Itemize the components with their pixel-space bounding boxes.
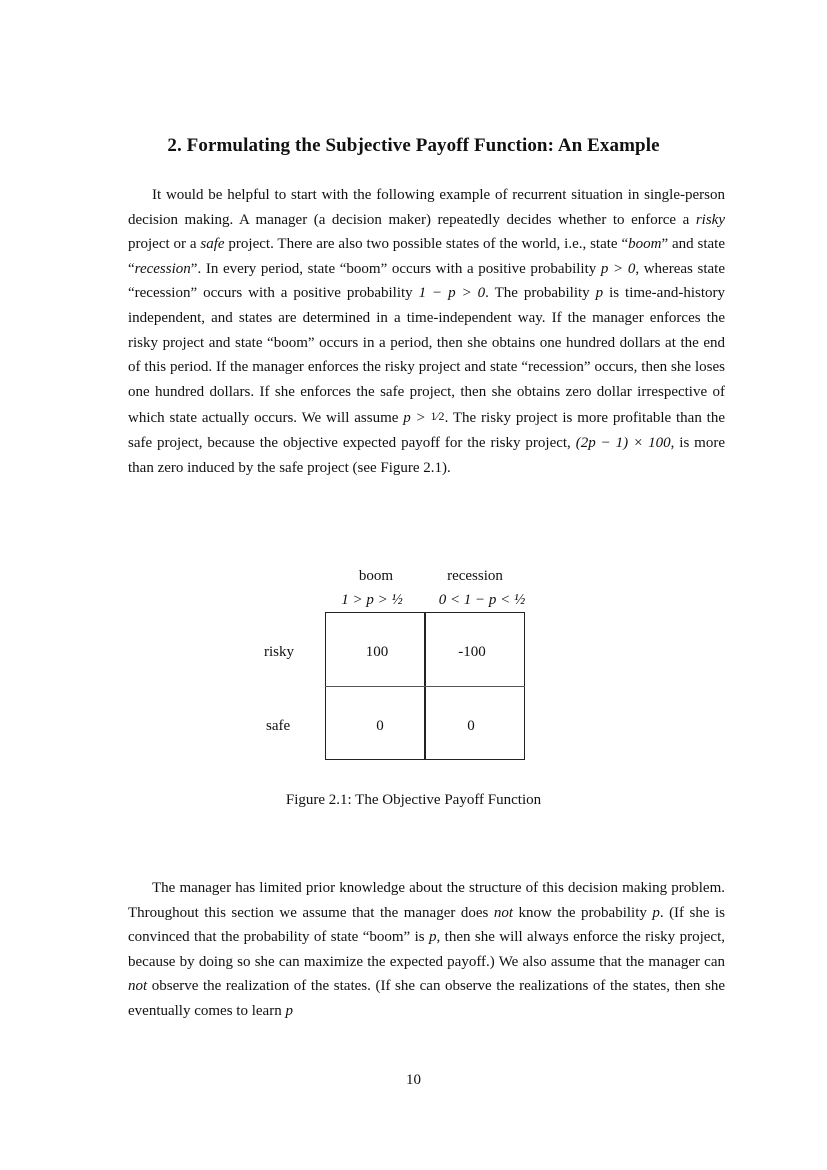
- row-label-risky: risky: [264, 644, 294, 660]
- text-run: observe the realization of the states. (If she can observe the realizations of the states, then she eventually comes to learn: [128, 978, 725, 1019]
- text-run: is time-and-history independent, and states are determined in a time-independent way. If the manager enforces the risky project and state “boom” occurs in a period, then she obtains one hundred dollars at the end of this period. If the manager enforces the risky project and state “recession” occurs, then she loses one hundred dollars. If she enforces the safe project, then she obtains zero dollar irrespective of which state actually occurs. We will assume: [128, 285, 726, 427]
- column-header-recession: recession: [447, 568, 503, 584]
- text-run: . The probability: [485, 285, 596, 302]
- math-inline: p: [429, 929, 437, 946]
- paragraph-knowledge: [128, 876, 725, 1024]
- text-run: project or a: [128, 236, 201, 253]
- text-run: ” and state “: [128, 236, 725, 277]
- text-run: know the probability: [512, 904, 653, 921]
- math-fraction: 1⁄2: [430, 409, 445, 424]
- emph-risky: risky: [695, 211, 725, 228]
- math-inline: p: [285, 1002, 293, 1019]
- grid-divider-horizontal: [325, 686, 525, 687]
- cell-risky-boom: 100: [365, 644, 389, 660]
- emph-boom: boom: [628, 236, 662, 253]
- cell-safe-boom: 0: [376, 718, 384, 734]
- column-header-boom: boom: [358, 568, 394, 584]
- text-run: The manager has limited prior knowledge about the structure of this decision making problem. Throughout this section we assume that the manager does: [128, 880, 725, 921]
- text-run: ”. In every period, state “boom” occurs with a positive probability: [190, 260, 601, 277]
- figure-caption: Figure 2.1: The Objective Payoff Function: [285, 792, 542, 808]
- text-run: project. There are also two possible states of the world, i.e., state “: [224, 236, 629, 253]
- row-label-safe: safe: [266, 718, 291, 734]
- math-inline: (2p − 1) × 100: [575, 434, 671, 451]
- page-number: 10: [406, 1072, 421, 1088]
- math-inline: p: [652, 904, 660, 921]
- text-run: . The risky project is more profitable than the safe project, because the objective expected payoff for the risky project,: [128, 410, 726, 451]
- text-run: , is more than zero induced by the safe project (see Figure 2.1).: [128, 434, 726, 476]
- cell-safe-recession: 0: [467, 718, 475, 734]
- emph-not: not: [128, 978, 148, 995]
- column-condition-boom: 1 > p > ½: [341, 592, 403, 608]
- section-heading: 2. Formulating the Subjective Payoff Function: An Example: [167, 135, 660, 156]
- math-inline: p: [595, 285, 604, 302]
- column-condition-recession: 0 < 1 − p < ½: [438, 592, 526, 608]
- emph-not: not: [493, 904, 513, 921]
- text-run: , then she will always enforce the risky project, because by doing so she can maximize the expected payoff.) We also assume that the manager can: [128, 929, 725, 970]
- emph-recession: recession: [134, 260, 191, 277]
- math-inline: p > 0: [600, 260, 636, 277]
- cell-risky-recession: -100: [458, 644, 486, 660]
- text-run: It would be helpful to start with the following example of recurrent situation in single-person decision making. A manager (a decision maker) repeatedly decides whether to enforce a: [128, 187, 725, 228]
- math-inline: p >: [403, 410, 431, 427]
- text-run: . (If she is convinced that the probability of state “boom” is: [128, 904, 725, 946]
- emph-safe: safe: [200, 236, 225, 253]
- text-run: , whereas state “recession” occurs with a positive probability: [128, 260, 725, 302]
- math-inline: 1 − p > 0: [418, 285, 486, 302]
